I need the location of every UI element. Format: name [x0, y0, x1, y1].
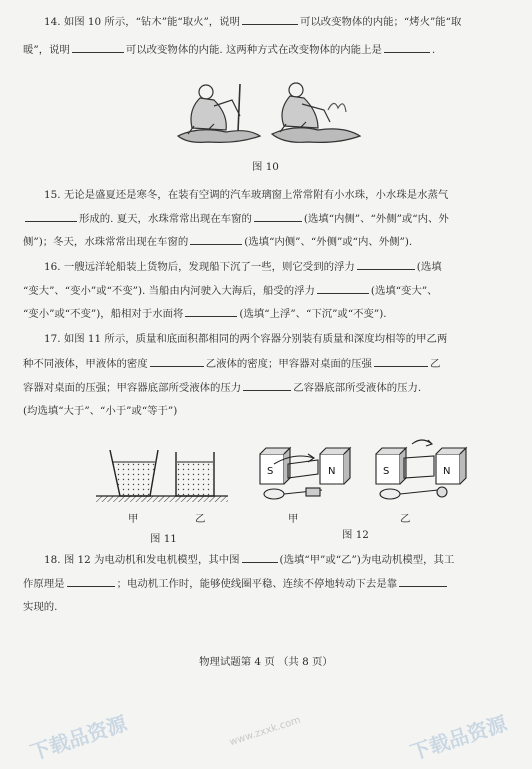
q16-line3: [23, 306, 532, 321]
pole-s-label: S: [267, 466, 274, 477]
table-surface: [96, 496, 228, 502]
answer-blank[interactable]: [185, 306, 237, 317]
figure-10-caption: 图 10: [252, 161, 279, 173]
q17-line4: (均选填“大于”、“小于”或“等于”): [23, 405, 178, 417]
q17-line3: [23, 380, 532, 395]
answer-blank[interactable]: [242, 552, 278, 563]
q17-text: 乙: [429, 358, 441, 370]
q16-text: (选填“上浮”、“下沉”或“不变”).: [239, 308, 387, 320]
q16-text: “变大”、“变小”或“不变”). 当船由内河驶入大海后，船受的浮力: [23, 285, 315, 297]
q15-line3: [23, 234, 532, 249]
answer-blank[interactable]: [254, 211, 302, 222]
q15-line2: [23, 211, 532, 226]
q18-text: 作原理是: [23, 578, 65, 590]
answer-blank[interactable]: [317, 283, 369, 294]
q16-text: 16. 一艘远洋轮船装上货物后，发现船下沉了一些，则它受到的浮力: [44, 261, 355, 273]
figure-12-label-yi: 乙: [400, 513, 411, 525]
q18-line1: [44, 552, 532, 567]
q15-text: (选填“内侧”、“外侧”或“内、外: [303, 213, 449, 225]
q18-text: ；电动机工作时，能够使线圈平稳、连续不停地转动下去是靠: [116, 578, 398, 590]
q18-text: (选填“甲”或“乙”)为电动机模型，其工: [279, 554, 455, 566]
answer-blank[interactable]: [399, 576, 447, 587]
q15-text: 侧”)；冬天，水珠常常出现在车窗的: [23, 236, 189, 248]
q15-text: (选填“内侧”、“外侧”或“内、外侧”).: [244, 236, 413, 248]
figure-11-containers: [92, 438, 232, 508]
q18-line2: [23, 576, 532, 591]
person-head-icon: [199, 85, 213, 99]
q15-line1: 15. 无论是盛夏还是寒冬，在装有空调的汽车玻璃窗上常常附有小水珠，小水珠是水蒸气: [44, 189, 449, 201]
q14-line1: [44, 14, 532, 29]
answer-blank[interactable]: [25, 211, 77, 222]
q17-text: 乙容器底部所受液体的压力.: [293, 382, 422, 394]
answer-blank[interactable]: [384, 42, 430, 53]
pole-n-label: N: [328, 466, 336, 477]
answer-blank[interactable]: [243, 380, 291, 391]
q16-text: (选填: [416, 261, 442, 273]
answer-blank[interactable]: [190, 234, 242, 245]
q18-text: 18. 图 12 为电动机和发电机模型，其中图: [44, 554, 240, 566]
watermark-brand-right: 下载品资源: [407, 711, 510, 765]
figure-12-caption: 图 12: [342, 529, 369, 541]
watermark-brand-left: 下载品资源: [27, 711, 130, 765]
q17-line1: 17. 如图 11 所示，质量和底面积都相同的两个容器分别装有质量和深度均相等的甲乙两: [44, 333, 448, 345]
page-footer: 物理试题第 4 页 （共 8 页）: [199, 656, 333, 668]
q16-line2: [23, 283, 532, 298]
q14-text: 14. 如图 10 所示，“钻木”能“取火”，说明: [44, 16, 240, 28]
q16-line1: [44, 259, 532, 274]
q15-text: 形成的. 夏天，水珠常常出现在车窗的: [79, 213, 252, 225]
q14-line2: [23, 42, 532, 57]
pole-n-label: N: [443, 466, 451, 477]
figure-11-caption: 图 11: [150, 533, 177, 545]
q14-text: 可以改变物体的内能. 这两种方式在改变物体的内能上是: [125, 44, 382, 56]
q14-text: 可以改变物体的内能；“烤火”能“取: [299, 16, 462, 28]
pole-s-label: S: [383, 466, 390, 477]
watermark-url: www.zxxk.com: [228, 714, 303, 749]
q17-text: 种不同液体，甲液体的密度: [23, 358, 148, 370]
answer-blank[interactable]: [67, 576, 115, 587]
answer-blank[interactable]: [357, 259, 415, 270]
figure-11-label-jia: 甲: [128, 513, 139, 525]
q16-text: “变小”或“不变”)，船相对于水面将: [23, 308, 184, 320]
figure-11-label-yi: 乙: [195, 513, 206, 525]
answer-blank[interactable]: [72, 42, 124, 53]
answer-blank[interactable]: [150, 356, 204, 367]
q18-line3: 实现的.: [23, 601, 58, 613]
answer-blank[interactable]: [242, 14, 298, 25]
figure-12-label-jia: 甲: [288, 513, 299, 525]
q14-text: .: [431, 44, 436, 56]
figure-10-illustration: [168, 70, 368, 150]
q17-text: 乙液体的密度；甲容器对桌面的压强: [205, 358, 372, 370]
q17-text: 容器对桌面的压强；甲容器底部所受液体的压力: [23, 382, 242, 394]
answer-blank[interactable]: [374, 356, 428, 367]
figure-12-motor-generator: [254, 434, 478, 506]
q14-text: 暖”，说明: [23, 44, 70, 56]
q17-line2: [23, 356, 532, 371]
q16-text: (选填“变大”、: [370, 285, 438, 297]
